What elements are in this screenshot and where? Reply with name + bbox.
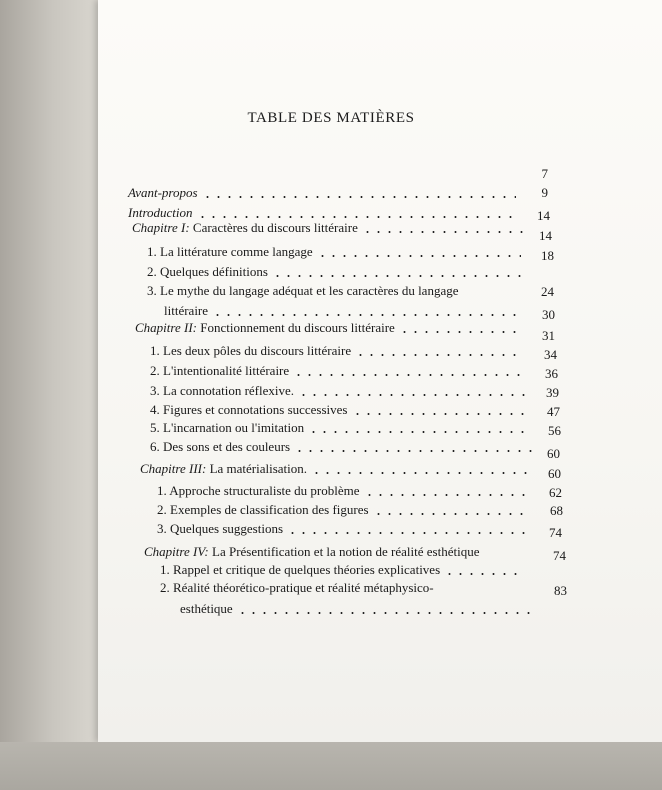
toc-label: 1. La littérature comme langage [147,244,313,259]
toc-entry [157,481,529,499]
toc-label: 2. Réalité théorético-pratique et réalité métaphysico- [160,580,434,595]
toc-label: Caractères du discours littéraire [192,220,358,235]
toc-page: 60 [547,446,560,461]
leader-dots [212,314,523,316]
toc-page: 60 [548,466,561,481]
toc-label: 3. Quelques suggestions [157,521,284,536]
leader-dots [308,431,530,433]
toc-page: 56 [548,423,561,438]
toc-title: TABLE DES MATIÈRES [247,110,415,126]
toc-entry [160,578,540,596]
toc-page: 47 [547,404,560,419]
toc-label: Avant-propos [128,185,198,200]
toc-chapter [140,459,532,477]
toc-page: 9 [541,185,548,200]
leader-dots [293,374,526,376]
toc-page: 74 [549,525,562,540]
toc-page: 74 [553,548,566,563]
toc-page: 24 [541,284,554,299]
toc-label: 5. L'incarnation ou l'imitation [150,420,305,435]
toc-chapter [135,318,525,336]
toc-entry [150,381,530,399]
leader-dots [444,573,522,575]
leader-dots [364,494,525,496]
toc-chapter [132,218,530,236]
leader-dots [399,331,521,333]
toc-label: 2. L'intentionalité littéraire [150,363,290,378]
toc-label: 2. Quelques définitions [147,264,268,279]
leader-dots [294,450,532,452]
toc-label: Fonctionnement du discours littéraire [200,320,395,335]
leader-dots [237,612,532,614]
toc-chapter [144,542,540,560]
leader-dots [311,472,528,474]
toc-entry [157,519,529,537]
toc-entry [150,437,536,455]
toc-page: 83 [554,583,567,598]
toc-page: 30 [542,307,555,322]
toc-entry [128,183,520,201]
leader-dots [355,354,524,356]
toc-label: 1. Rappel et critique de quelques théories explicatives [160,562,441,577]
chapter-label: Chapitre I: [132,220,190,235]
toc-page: 68 [550,503,563,518]
leader-dots [272,275,521,277]
toc-page: 18 [541,248,554,263]
toc-entry-continued [180,599,536,617]
toc-label: littéraire [164,303,209,318]
toc-entry [160,560,526,578]
toc-entry [157,500,529,518]
chapter-label: Chapitre III: [140,461,207,476]
toc-entry [147,281,527,299]
toc-label: 3. La connotation réflexive. [150,383,295,398]
toc-page: 34 [544,347,557,362]
toc-label: 2. Exemples de classification des figures [157,502,369,517]
toc-entry [150,341,528,359]
leader-dots [362,231,526,233]
chapter-label: Chapitre II: [135,320,197,335]
toc-label: 1. Approche structuraliste du problème [157,483,360,498]
toc-entry [150,400,532,418]
toc-page: 39 [546,385,559,400]
page-shadow [0,742,662,790]
toc-label: Introduction [128,205,193,220]
leader-dots [298,394,526,396]
toc-label: 3. Le mythe du langage adéquat et les caractères du langage [147,283,459,298]
toc-page: 14 [537,208,550,223]
toc-page: 36 [545,366,558,381]
toc-entry [150,418,534,436]
leader-dots [202,196,516,198]
toc-label: La matérialisation. [209,461,308,476]
toc-page: 14 [539,228,552,243]
toc-label: La Présentification et la notion de réalité esthétique [212,544,480,559]
toc-label: 6. Des sons et des couleurs [150,439,291,454]
toc-entry [147,262,525,280]
leader-dots [373,513,525,515]
leader-dots [352,413,529,415]
toc-label: esthétique [180,601,233,616]
leader-dots [287,532,525,534]
toc-entry [147,242,525,260]
toc-entry-continued [164,301,527,319]
chapter-label: Chapitre IV: [144,544,209,559]
toc-label: 4. Figures et connotations successives [150,402,348,417]
toc-page: 62 [549,485,562,500]
toc-entry [150,361,530,379]
leader-dots [317,255,521,257]
toc-label: 1. Les deux pôles du discours littéraire [150,343,352,358]
toc-page: 7 [541,166,548,181]
toc-page: 31 [542,328,555,343]
